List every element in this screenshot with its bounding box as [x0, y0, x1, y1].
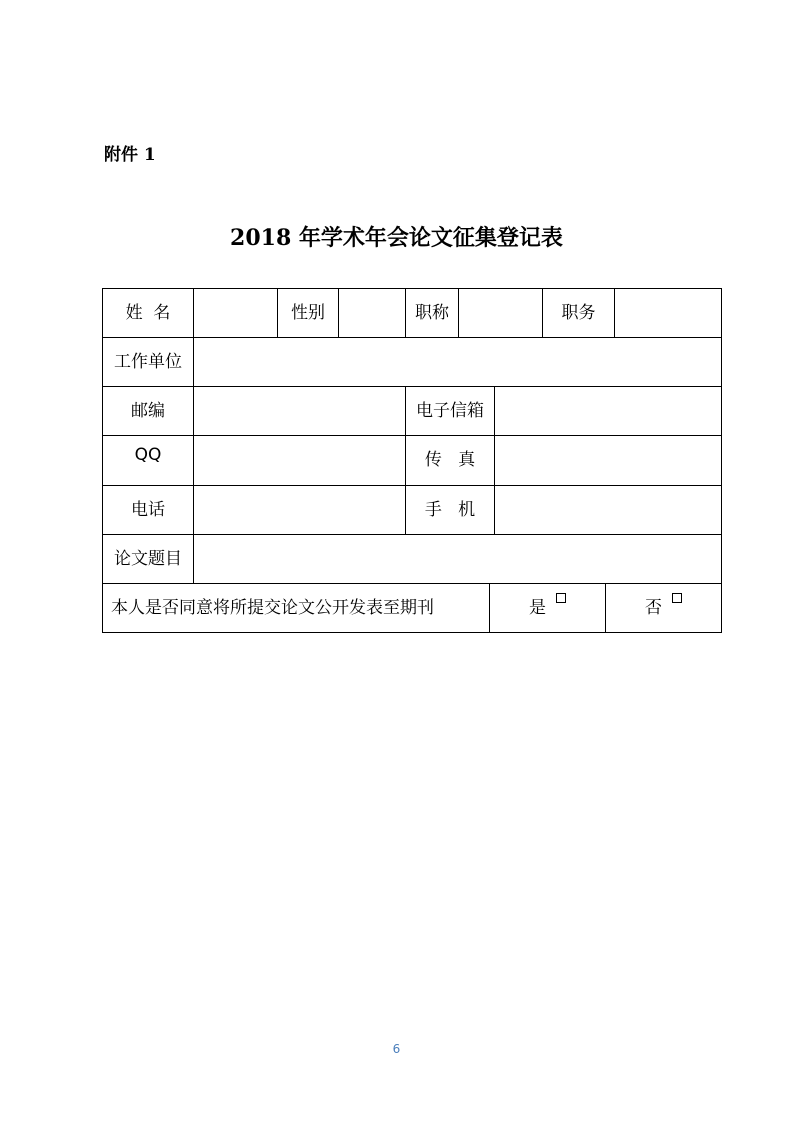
- no-label: 否: [645, 598, 662, 618]
- professional-title-field[interactable]: [459, 289, 543, 337]
- registration-form: [102, 288, 722, 633]
- page-number: 6: [392, 1042, 401, 1056]
- email-label: 电子信箱: [406, 387, 495, 435]
- qq-field[interactable]: [194, 436, 406, 485]
- form-row-phone-mobile: [103, 486, 721, 535]
- consent-no-option[interactable]: [606, 584, 721, 632]
- professional-title-label: 职称: [406, 289, 459, 337]
- fax-field[interactable]: [495, 436, 721, 485]
- name-field[interactable]: [194, 289, 278, 337]
- phone-label: 电话: [103, 486, 194, 534]
- yes-label: 是: [529, 598, 546, 618]
- no-checkbox[interactable]: [672, 593, 682, 603]
- consent-question: 本人是否同意将所提交论文公开发表至期刊: [103, 584, 490, 632]
- fax-label: 传 真: [406, 436, 495, 485]
- postcode-field[interactable]: [194, 387, 406, 435]
- page-title: 2018 年学术年会论文征集登记表: [230, 225, 563, 251]
- form-row-postcode-email: [103, 387, 721, 436]
- attachment-label: 附件 1: [104, 145, 156, 165]
- paper-title-field[interactable]: [194, 535, 721, 583]
- gender-field[interactable]: [339, 289, 406, 337]
- qq-label: QQ: [103, 436, 194, 485]
- form-row-qq-fax: [103, 436, 721, 486]
- mobile-field[interactable]: [495, 486, 721, 534]
- postcode-label: 邮编: [103, 387, 194, 435]
- form-row-paper-title: [103, 535, 721, 584]
- position-label: 职务: [543, 289, 615, 337]
- phone-field[interactable]: [194, 486, 406, 534]
- work-unit-field[interactable]: [194, 338, 721, 386]
- name-label: 姓 名: [103, 289, 194, 337]
- form-row-basic: [103, 289, 721, 338]
- yes-checkbox[interactable]: [556, 593, 566, 603]
- form-row-work-unit: [103, 338, 721, 387]
- paper-title-label: 论文题目: [103, 535, 194, 583]
- email-field[interactable]: [495, 387, 721, 435]
- mobile-label: 手 机: [406, 486, 495, 534]
- gender-label: 性别: [278, 289, 339, 337]
- consent-yes-option[interactable]: [490, 584, 606, 632]
- form-row-consent: [103, 584, 721, 632]
- work-unit-label: 工作单位: [103, 338, 194, 386]
- position-field[interactable]: [615, 289, 721, 337]
